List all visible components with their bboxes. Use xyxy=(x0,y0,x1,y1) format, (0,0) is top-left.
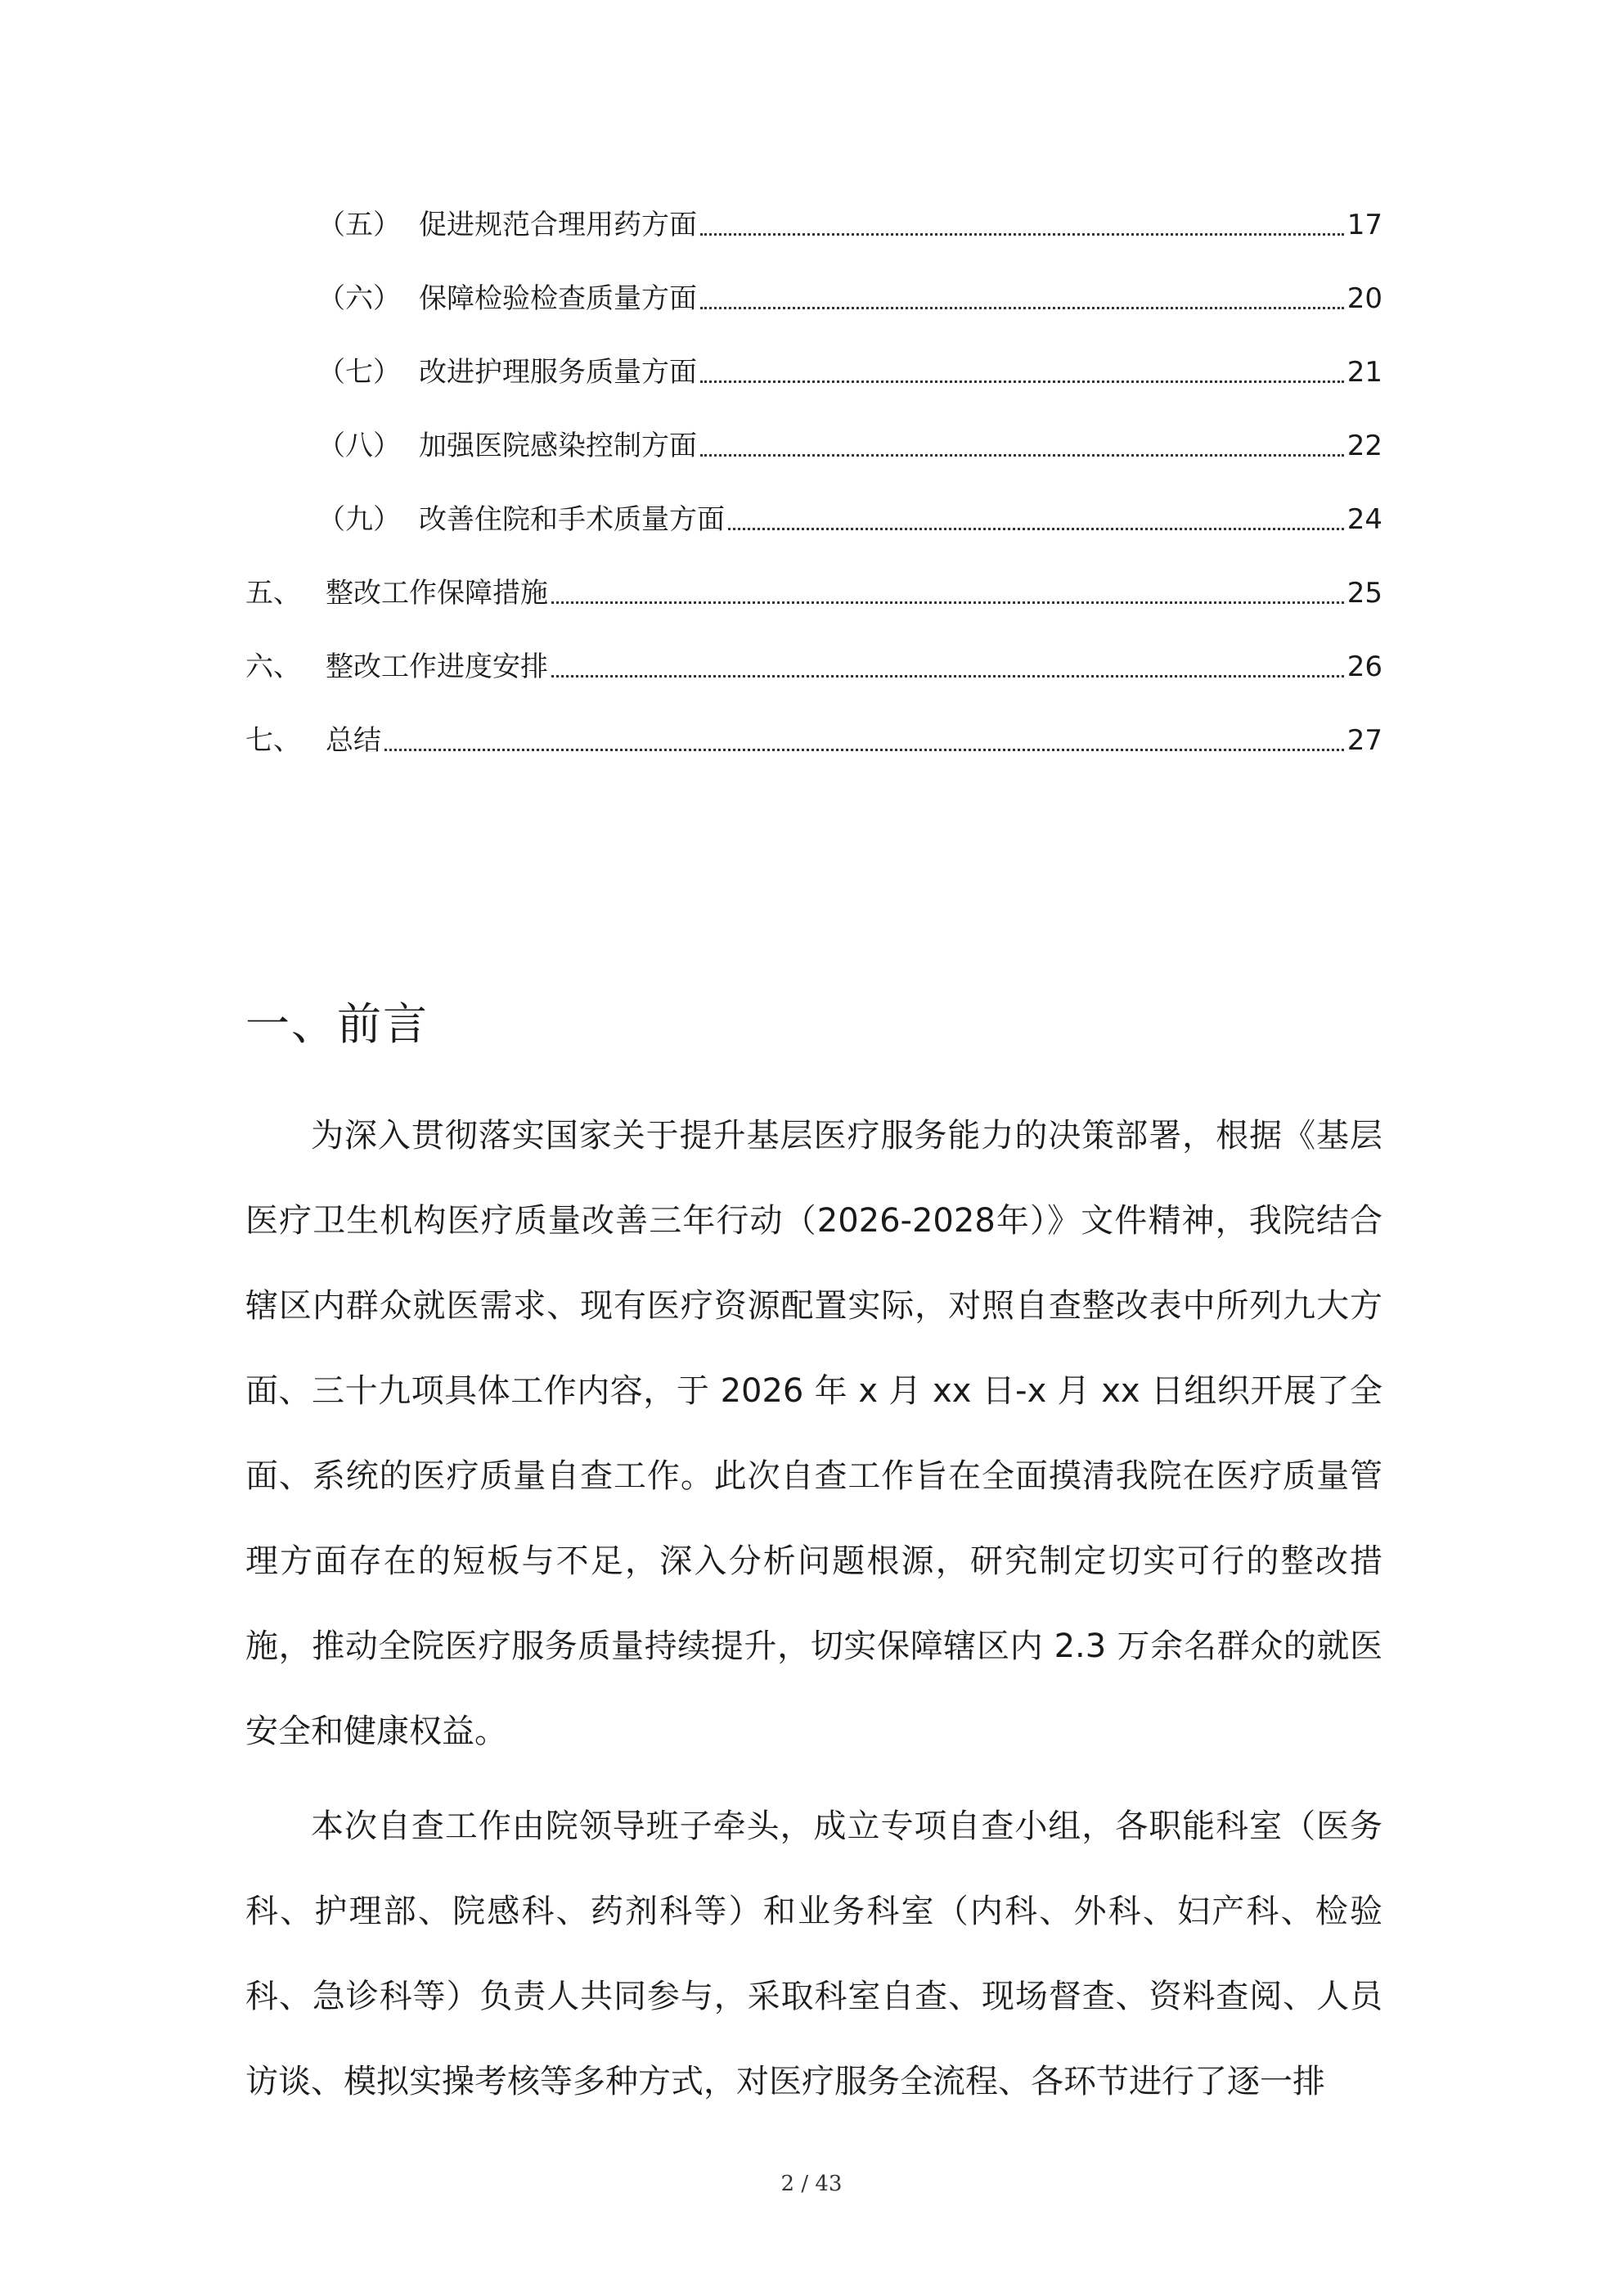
toc-entry[interactable] xyxy=(245,720,1382,761)
toc-dot-leader xyxy=(700,233,1344,236)
toc-entry-page: 21 xyxy=(1347,356,1382,389)
toc-entry-title: 整改工作进度安排 xyxy=(326,651,548,683)
toc-entry-title: 改善住院和手术质量方面 xyxy=(419,503,725,536)
toc-entry-page: 27 xyxy=(1347,724,1382,757)
toc-entry-number: 五、 xyxy=(245,577,301,610)
toc-entry-number: （六） xyxy=(317,282,401,315)
toc-entry[interactable] xyxy=(317,278,1382,319)
toc-entry-title: 整改工作保障措施 xyxy=(326,577,548,610)
toc-entry[interactable] xyxy=(317,352,1382,393)
toc-entry-title: 保障检验检查质量方面 xyxy=(419,282,697,315)
toc-entry[interactable] xyxy=(317,205,1382,245)
toc-entry-page: 26 xyxy=(1347,651,1382,683)
toc-dot-leader xyxy=(551,601,1344,604)
toc-entry[interactable] xyxy=(317,499,1382,540)
body-paragraph: 为深入贯彻落实国家关于提升基层医疗服务能力的决策部署，根据《基层医疗卫生机构医疗质量改善三年行动（2026-2028年）》文件精神，我院结合辖区内群众就医需求、现有医疗资源配置实际，对照自查整改表中所列九大方面、三十九项具体工作内容，于 2026 年 x 月 xx 日-x 月 xx 日组织开展了全面、系统的医疗质量自查工作。此次自查工作旨在全面摸清我院在医疗质量管理方面存在的短板与不足，深入分析问题根源，研究制定切实可行的整改措施，推动全院医疗服务质量持续提升，切实保障辖区内 2.3 万余名群众的就医安全和健康权益。 xyxy=(245,1117,1382,1750)
toc-entry-page: 17 xyxy=(1347,209,1382,241)
toc-entry-number: （七） xyxy=(317,356,401,389)
page-number: 2 / 43 xyxy=(780,2172,843,2196)
toc-entry-title: 改进护理服务质量方面 xyxy=(419,356,697,389)
toc-dot-leader xyxy=(728,528,1344,530)
toc-dot-leader xyxy=(700,380,1344,383)
toc-entry-title: 加强医院感染控制方面 xyxy=(419,430,697,462)
toc-dot-leader xyxy=(700,307,1344,309)
toc-entry-number: 七、 xyxy=(245,724,301,757)
toc-entry-page: 25 xyxy=(1347,577,1382,610)
body-paragraph: 本次自查工作由院领导班子牵头，成立专项自查小组，各职能科室（医务科、护理部、院感科、药剂科等）和业务科室（内科、外科、妇产科、检验科、急诊科等）负责人共同参与，采取科室自查、现场督查、资料查阅、人员访谈、模拟实操考核等多种方式，对医疗服务全流程、各环节进行了逐一排 xyxy=(245,1808,1382,2100)
section-heading: 一、前言 xyxy=(245,998,429,1050)
toc-entry[interactable] xyxy=(245,646,1382,687)
toc-entry[interactable] xyxy=(245,573,1382,614)
toc-entry-number: 六、 xyxy=(245,651,301,683)
toc-entry-title: 促进规范合理用药方面 xyxy=(419,209,697,241)
toc-entry-page: 24 xyxy=(1347,503,1382,536)
toc-dot-leader xyxy=(551,675,1344,678)
toc-entry-number: （八） xyxy=(317,430,401,462)
toc-entry-title: 总结 xyxy=(326,724,381,757)
toc-dot-leader xyxy=(384,749,1344,751)
toc-dot-leader xyxy=(700,454,1344,457)
toc-entry-number: （五） xyxy=(317,209,401,241)
toc-entry[interactable] xyxy=(317,425,1382,466)
toc-entry-number: （九） xyxy=(317,503,401,536)
toc-entry-page: 22 xyxy=(1347,430,1382,462)
toc-entry-page: 20 xyxy=(1347,282,1382,315)
